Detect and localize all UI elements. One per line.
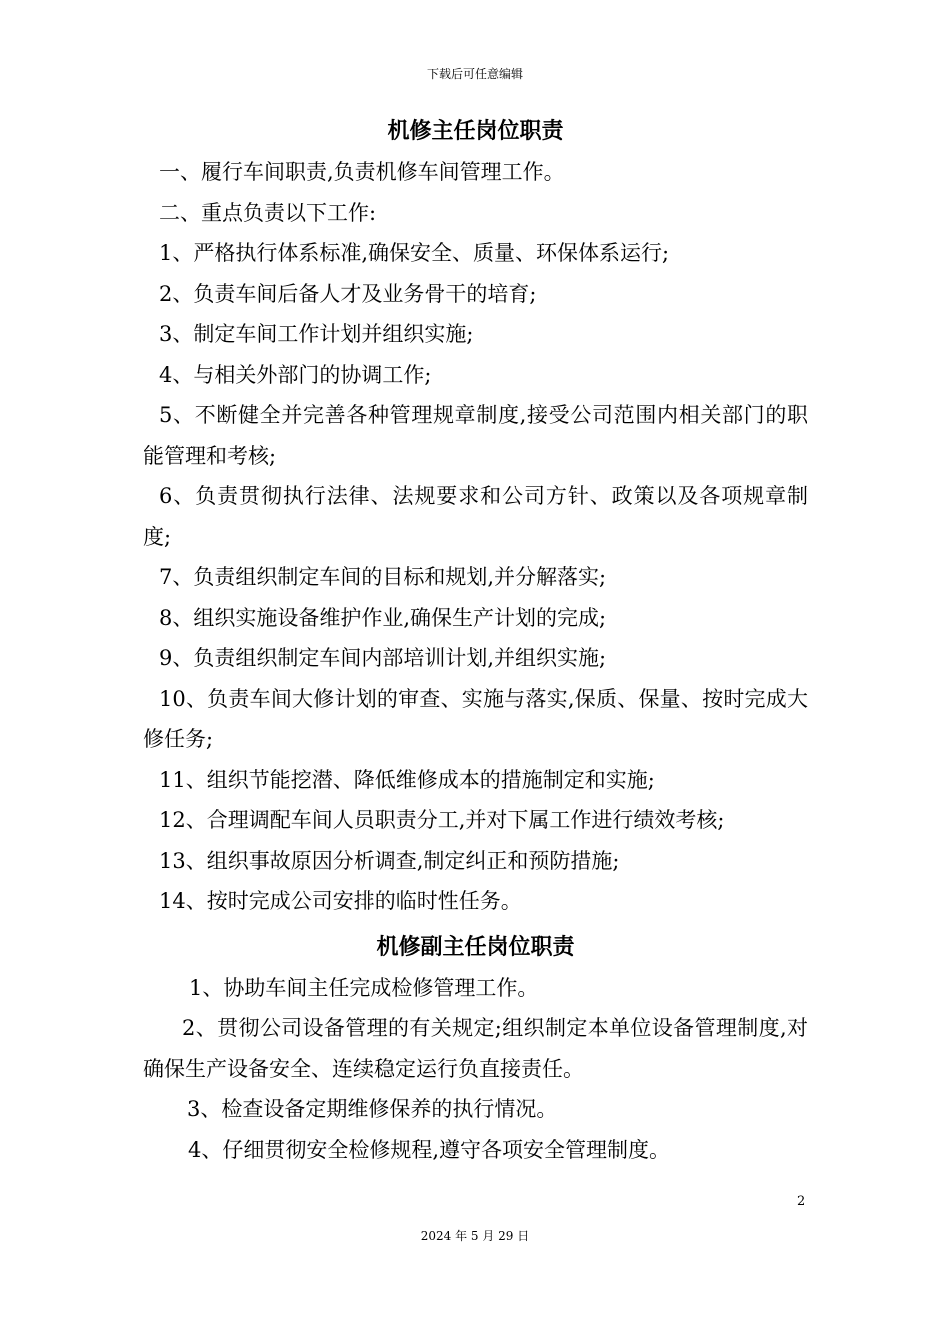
paragraph: 10、负责车间大修计划的审查、实施与落实,保质、保量、按时完成大修任务; [143, 686, 808, 751]
page-footer-date: 2024 年 5 月 29 日 [420, 1229, 530, 1243]
paragraph: 一、履行车间职责,负责机修车间管理工作。 [159, 160, 565, 184]
paragraph: 3、检查设备定期维修保养的执行情况。 [187, 1097, 558, 1121]
paragraph: 12、合理调配车间人员职责分工,并对下属工作进行绩效考核; [159, 808, 725, 832]
document-body [143, 112, 808, 1170]
paragraph: 2、贯彻公司设备管理的有关规定;组织制定本单位设备管理制度,对确保生产设备安全、连续稳定运行负直接责任。 [143, 1016, 808, 1081]
paragraph: 14、按时完成公司安排的临时性任务。 [159, 889, 522, 913]
paragraph: 5、不断健全并完善各种管理规章制度,接受公司范围内相关部门的职能管理和考核; [143, 403, 808, 468]
section-title-director: 机修主任岗位职责 [387, 119, 564, 144]
paragraph: 4、仔细贯彻安全检修规程,遵守各项安全管理制度。 [188, 1137, 671, 1162]
paragraph: 7、负责组织制定车间的目标和规划,并分解落实; [159, 565, 607, 589]
paragraph: 11、组织节能挖潜、降低维修成本的措施制定和实施; [159, 767, 655, 792]
paragraph: 8、组织实施设备维护作业,确保生产计划的完成; [159, 605, 607, 630]
paragraph: 1、协助车间主任完成检修管理工作。 [189, 975, 539, 1000]
paragraph: 3、制定车间工作计划并组织实施; [159, 322, 474, 346]
paragraph: 2、负责车间后备人才及业务骨干的培育; [159, 281, 537, 306]
paragraph: 9、负责组织制定车间内部培训计划,并组织实施; [159, 646, 607, 670]
page-number: 2 [797, 1194, 806, 1209]
paragraph: 13、组织事故原因分析调查,制定纠正和预防措施; [159, 848, 620, 873]
paragraph: 6、负责贯彻执行法律、法规要求和公司方针、政策以及各项规章制度; [143, 484, 808, 549]
paragraph: 4、与相关外部门的协调工作; [159, 362, 432, 387]
section-title-deputy-director: 机修副主任岗位职责 [376, 934, 575, 960]
page-header: 下载后可任意编辑 [426, 67, 523, 81]
paragraph: 二、重点负责以下工作: [159, 200, 377, 225]
paragraph: 1、严格执行体系标准,确保安全、质量、环保体系运行; [159, 241, 670, 265]
